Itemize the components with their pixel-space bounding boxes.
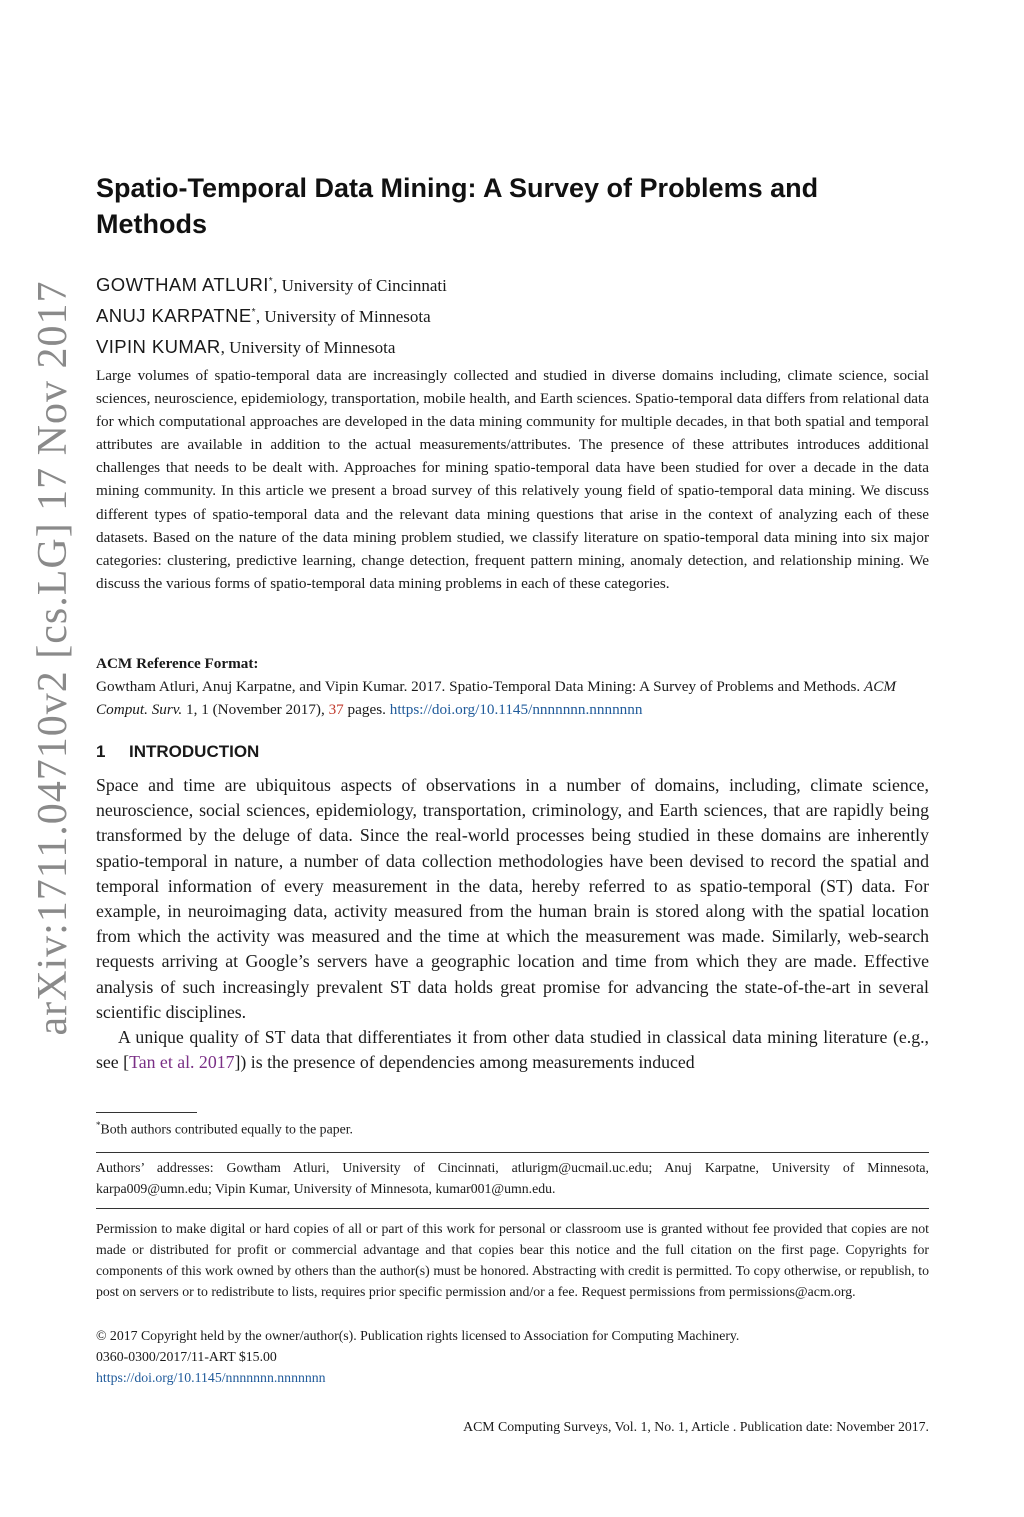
author-affiliation: , University of Minnesota xyxy=(255,307,431,327)
footnote-divider xyxy=(96,1112,197,1113)
divider xyxy=(96,1152,929,1153)
page-count-link[interactable]: 37 xyxy=(328,701,344,718)
footnote: *Both authors contributed equally to the paper. xyxy=(96,1120,354,1137)
divider xyxy=(96,1208,929,1209)
author-list xyxy=(96,268,447,361)
acm-reference xyxy=(96,652,929,721)
page-footer: ACM Computing Surveys, Vol. 1, No. 1, Article . Publication date: November 2017. xyxy=(463,1419,929,1434)
author-affiliation: , University of Cincinnati xyxy=(273,276,447,296)
copyright-block xyxy=(96,1325,929,1388)
author-name: ANUJ KARPATNE* xyxy=(96,305,256,327)
paragraph: Space and time are ubiquitous aspects of observations in a number of domains, including, climate science, neuroscience, social sciences, epidemiology, transportation, criminology, and Earth sciences, that are rapidly being transformed by the deluge of data. Since the real-world processes being studied in these domains are inherently spatio-temporal in nature, a number of data collection methodologies have been devised to record the spatial and temporal information of every measurement in the data, hereby referred to as spatio-temporal (ST) data. For example, in neuroimaging data, activity measured from the human brain is stored along with the spatial location from which the activity was measured and the time at which the measurement was made. Similarly, web-search requests arriving at Google’s servers have a geographic location and time from which they are made. Effective analysis of such increasingly prevalent ST data holds great promise for advancing the state-of-the-art in several scientific disciplines. xyxy=(96,775,929,1022)
acm-reference-heading: ACM Reference Format: xyxy=(96,655,259,672)
copyright-line: © 2017 Copyright held by the owner/author(s). Publication rights licensed to Association for Computing Machinery. xyxy=(96,1328,740,1343)
permission-notice: Permission to make digital or hard copies of all or part of this work for personal or classroom use is granted without fee provided that copies are not made or distributed for profit or commercial advantage and that copies bear this notice and the full citation on the first page. Copyrights for components of this work owned by others than the author(s) must be honored. Abstracting with credit is permitted. To copy otherwise, or republish, to post on servers or to redistribute to lists, requires prior specific permission and/or a fee. Request permissions from permissions@acm.org. xyxy=(96,1221,929,1299)
doi-link[interactable]: https://doi.org/10.1145/nnnnnnn.nnnnnnn xyxy=(389,701,643,718)
author-line xyxy=(96,299,447,330)
section-heading: 1 INTRODUCTION xyxy=(96,742,260,761)
author-name: GOWTHAM ATLURI* xyxy=(96,274,274,296)
footer-doi-link[interactable]: https://doi.org/10.1145/nnnnnnn.nnnnnnn xyxy=(96,1370,326,1385)
author-line xyxy=(96,330,447,361)
author-line xyxy=(96,268,447,299)
citation-link[interactable]: Tan et al. 2017 xyxy=(129,1052,235,1073)
issn-line: 0360-0300/2017/11-ART $15.00 xyxy=(96,1349,277,1364)
abstract: Large volumes of spatio-temporal data are increasingly collected and studied in diverse domains including, climate science, social sciences, neuroscience, epidemiology, transportation, mobile health, and Earth sciences. Spatio-temporal data differs from relational data for which computational approaches are developed in the data mining community for multiple decades, in that both spatial and temporal attributes are available in addition to the actual measurements/attributes. The presence of these attributes introduces additional challenges that needs to be dealt with. Approaches for mining spatio-temporal data have been studied for over a decade in the data mining community. In this article we present a broad survey of this relatively young field of spatio-temporal data mining. We discuss different types of spatio-temporal data and the relevant data mining questions that arise in the context of analyzing each of these datasets. Based on the nature of the data mining problem studied, we classify literature on spatio-temporal data mining into six major categories: clustering, predictive learning, change detection, frequent pattern mining, anomaly detection, and relationship mining. We discuss the various forms of spatio-temporal data mining problems in each of these categories. xyxy=(96,367,929,592)
paper-title: Spatio-Temporal Data Mining: A Survey of Problems and Methods xyxy=(96,173,819,239)
paragraph: A unique quality of ST data that differentiates it from other data studied in classical data mining literature (e.g., see [Tan et al. 2017]) is the presence of dependencies among measurements induced xyxy=(96,1027,929,1073)
acm-reference-text: Gowtham Atluri, Anuj Karpatne, and Vipin Kumar. 2017. Spatio-Temporal Data Mining: A Survey of Problems and Methods. ACM Comput. Surv. 1, 1 (November 2017), 37 pages. https://doi.org/10.1145/nnnnnnn.nnnnnnn xyxy=(96,678,897,718)
introduction-body xyxy=(96,773,929,1075)
author-affiliation: , University of Minnesota xyxy=(220,338,396,358)
author-name: VIPIN KUMAR xyxy=(96,336,221,358)
author-addresses: Authors’ addresses: Gowtham Atluri, University of Cincinnati, atlurigm@ucmail.uc.edu; Anuj Karpatne, University of Minnesota, karpa009@umn.edu; Vipin Kumar, University of Minnesota, kumar001@umn.edu. xyxy=(96,1160,929,1196)
arxiv-stamp: arXiv:1711.04710v2 [cs.LG] 17 Nov 2017 xyxy=(30,280,76,1036)
